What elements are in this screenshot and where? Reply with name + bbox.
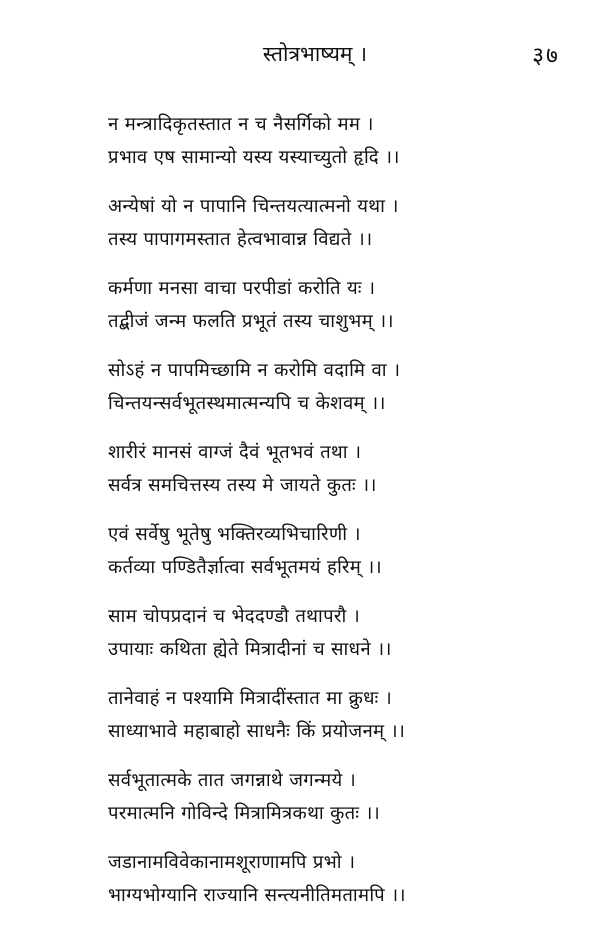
verse-line: भाग्यभोग्यानि राज्यानि सन्त्यनीतिमतामपि ।। [108,885,406,906]
verse-line: तद्बीजं जन्म फलति प्रभूतं तस्य चाशुभम् ।। [108,311,394,332]
verse-line: प्रभाव एष सामान्यो यस्य यस्याच्युतो हृदि ।। [108,147,400,168]
running-header-title: स्तोत्रभाष्यम् । [262,42,368,66]
verse-1 [108,108,578,174]
verse-3 [108,272,578,338]
verse-10 [108,846,578,912]
verse-8 [108,682,578,748]
verse-line: सर्वत्र समचित्तस्य तस्य मे जायते कुतः ।। [108,475,377,496]
verse-line: साम चोपप्रदानं च भेददण्डौ तथापरौ । [108,606,361,627]
verse-9 [108,764,578,830]
verse-line: शारीरं मानसं वाग्जं दैवं भूतभवं तथा । [108,442,362,463]
page-number: ३७ [532,43,560,69]
verse-4 [108,354,578,420]
verse-2 [108,190,578,256]
verse-line: तस्य पापागमस्तात हेत्वभावान्न विद्यते ।। [108,229,373,250]
verse-line: एवं सर्वेषु भूतेषु भक्तिरव्यभिचारिणी । [108,524,361,545]
verse-line: चिन्तयन्सर्वभूतस्थमात्मन्यपि च केशवम् ।। [108,393,386,414]
verse-line: परमात्मनि गोविन्दे मित्रामित्रकथा कुतः ।। [108,803,381,824]
verse-line: तानेवाहं न पश्यामि मित्रादींस्तात मा क्रुधः । [108,688,393,709]
verse-line: कर्मणा मनसा वाचा परपीडां करोति यः । [108,278,376,299]
verse-line: साध्याभावे महाबाहो साधनैः किं प्रयोजनम् ।। [108,721,406,742]
verse-line: सोऽहं न पापमिच्छामि न करोमि वदामि वा । [108,360,401,381]
verse-line: सर्वभूतात्मके तात जगन्नाथे जगन्मये । [108,770,357,791]
verse-line: कर्तव्या पण्डितैर्ज्ञात्वा सर्वभूतमयं हरिम् ।। [108,557,382,578]
verse-7 [108,600,578,666]
verse-line: न मन्त्रादिकृतस्तात न च नैसर्गिको मम । [108,114,374,135]
verse-line: जडानामविवेकानामशूराणामपि प्रभो । [108,852,356,873]
verse-line: अन्येषां यो न पापानि चिन्तयत्यात्मनो यथा । [108,196,399,217]
verse-list [108,108,578,928]
verse-line: उपायाः कथिता ह्येते मित्रादीनां च साधने ।। [108,639,392,660]
verse-5 [108,436,578,502]
verse-6 [108,518,578,584]
